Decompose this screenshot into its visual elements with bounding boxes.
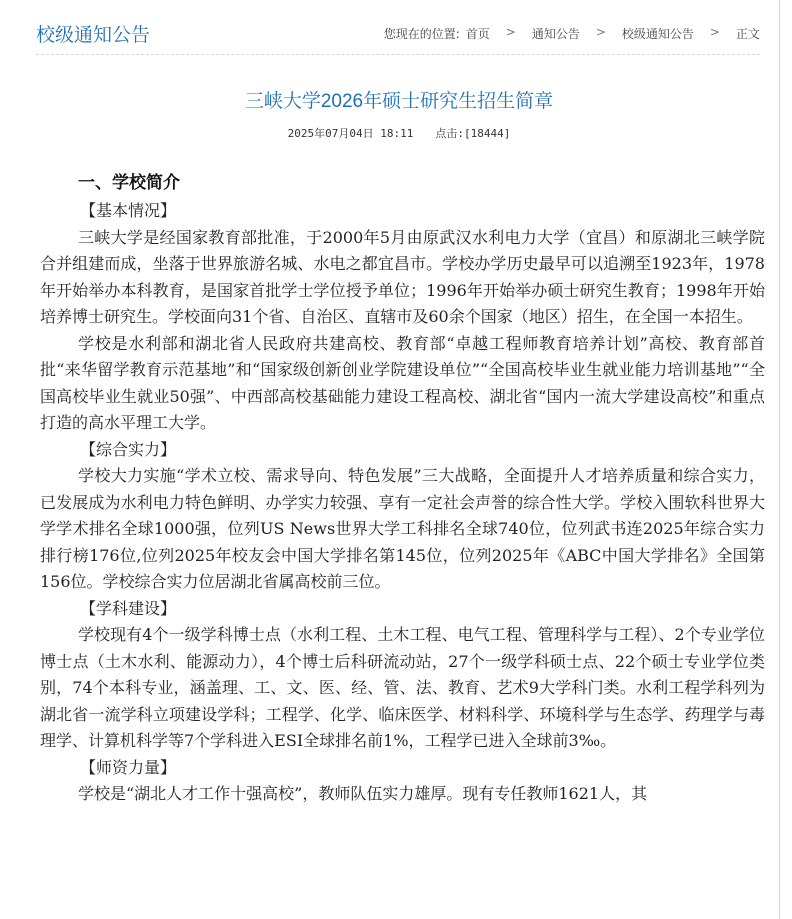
section-heading: 一、学校简介 [78, 173, 180, 193]
subheading-basic: 【基本情况】 [80, 201, 177, 220]
subheading-discipline: 【学科建设】 [80, 598, 177, 618]
chevron-right-icon: > [595, 25, 606, 39]
section-title: 校级通知公告 [36, 25, 151, 46]
breadcrumb-prefix: 您现在的位置: [383, 27, 460, 41]
breadcrumb-home-link[interactable]: 首页 [465, 27, 490, 41]
article-clicks: 点击:[18444] [435, 127, 511, 140]
paragraph-faculty: 学校是“湖北人才工作十强高校”，教师队伍实力雄厚。现有专任教师1621人，其 [78, 784, 648, 803]
paragraph-strength: 学校大力实施“学术立校、需求导向、特色发展”三大战略，全面提升人才培养质量和综合实力，已发展成为水利电力特色鲜明、办学实力较强、享有一定社会声誉的综合性大学。学校入围软科世界大学学术排名全球1000强，位列US News世界大学工科排名全球740位，位列武书连2025年综合实力排行榜176位,位列2025年校友会中国大学排名第145位，位列2025年《ABC中国大学排名》全国第156位。学校综合实力位居湖北省属高校前三位。 [40, 466, 765, 591]
breadcrumb [384, 25, 760, 42]
breadcrumb-school-notices-link[interactable]: 校级通知公告 [621, 27, 694, 41]
divider [36, 54, 760, 55]
article-date: 2025年07月04日 18:11 [287, 127, 414, 140]
article-body [40, 168, 765, 808]
chevron-right-icon: > [709, 25, 720, 39]
breadcrumb-current: 正文 [735, 27, 760, 41]
paragraph-discipline: 学校现有4个一级学科博士点（水利工程、土木工程、电气工程、管理科学与工程）、2个专业学位博士点（土木水利、能源动力），4个博士后科研流动站，27个一级学科硕士点、22个硕士专业学位类别，74个本科专业，涵盖理、工、文、医、经、管、法、教育、艺术9大学科门类。水利工程学科列为湖北省一流学科立项建设学科；工程学、化学、临床医学、材料科学、环境科学与生态学、药理学与毒理学、计算机科学等7个学科进入ESI全球排名前1%，工程学已进入全球前3‰。 [40, 625, 765, 750]
subheading-faculty: 【师资力量】 [80, 757, 177, 777]
paragraph-basic-2: 学校是水利部和湖北省人民政府共建高校、教育部“卓越工程师教育培养计划”高校、教育部首批“来华留学教育示范基地”和“国家级创新创业学院建设单位”“全国高校毕业生就业能力培训基地”“全国高校毕业生就业50强”、中西部高校基础能力建设工程高校、湖北省“国内一流大学建设高校”和重点打造的高水平理工大学。 [40, 333, 765, 432]
chevron-right-icon: > [505, 25, 516, 39]
subheading-strength: 【综合实力】 [80, 439, 177, 459]
article-meta [0, 125, 792, 141]
article-title: 三峡大学2026年硕士研究生招生简章 [244, 91, 554, 112]
paragraph-basic-1: 三峡大学是经国家教育部批准，于2000年5月由原武汉水利电力大学（宜昌）和原湖北三峡学院合并组建而成，坐落于世界旅游名城、水电之都宜昌市。学校办学历史最早可以追溯至1923年，1978年开始举办本科教育，是国家首批学士学位授予单位；1996年开始举办硕士研究生教育；1998年开始培养博士研究生。学校面向31个省、自治区、直辖市及60余个国家（地区）招生，在全国一本招生。 [40, 227, 765, 326]
breadcrumb-notices-link[interactable]: 通知公告 [531, 27, 580, 41]
